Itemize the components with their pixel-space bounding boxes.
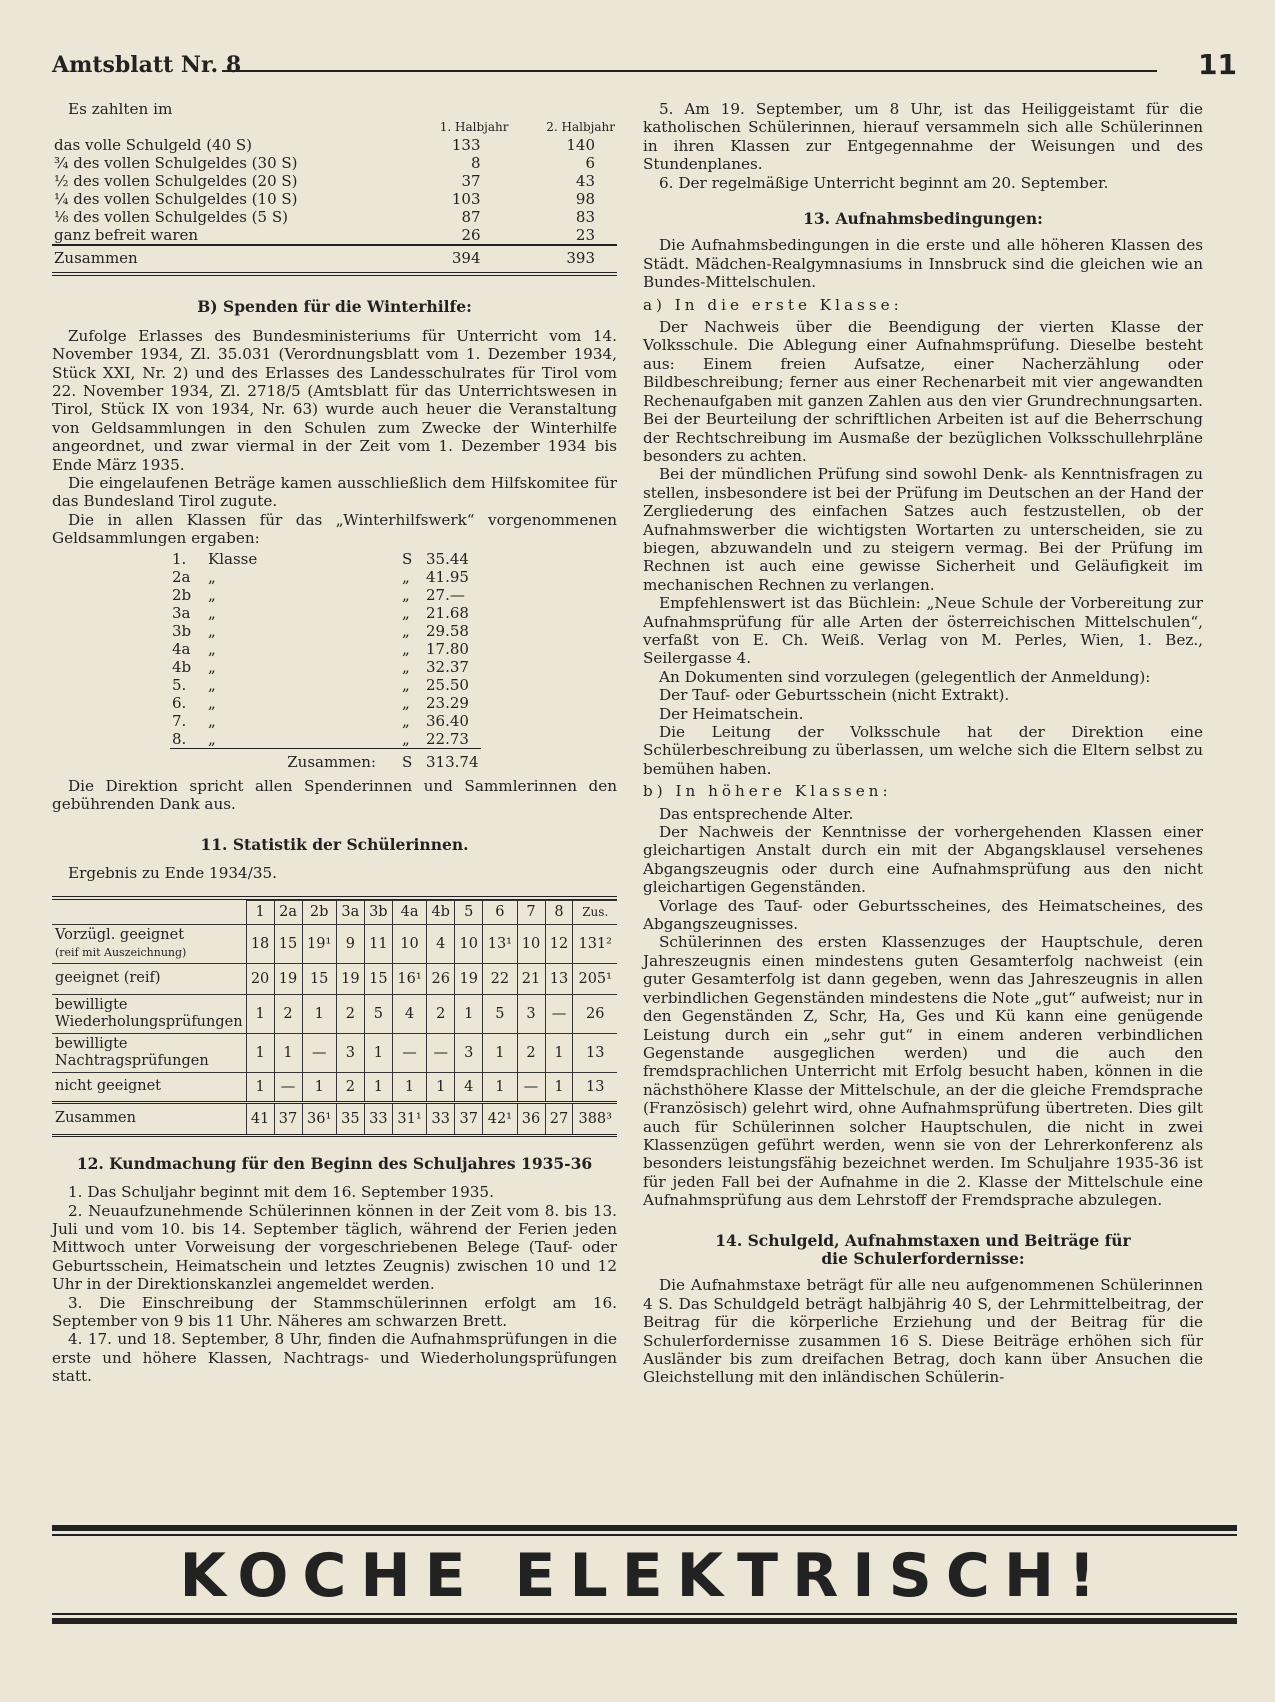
aufnahme-paragraph: Der Nachweis über die Beendigung der vierten Klasse der Volksschule. Die Ablegung einer Aufnahmsprüfung. Dieselbe besteht aus: Einem freien Aufsatze, einer Nacherzählung oder Bildbeschreibung; ferner aus einer Rechenarbeit mit vier angewandten Rechenaufgaben mit ganzen Zahlen aus den vier Grundrechnungsarten. Bei der Beurteilung der schriftlichen Arbeiten ist auf die Beherrschung der Rechtschreibung im Ausmaße der bezüglichen Volksschullehrpläne besonders zu achten. xyxy=(643,318,1203,465)
advertisement-banner xyxy=(52,1525,1237,1625)
aufnahme-paragraph: Bei der mündlichen Prüfung sind sowohl Denk- als Kenntnisfragen zu stellen, insbesondere ist bei der Prüfung im Deutschen an der Hand der Zergliederung des einfachen Satzes auch festzustellen, ob der Aufnahmswerber die wichtigsten Wortarten zu unterscheiden, sie zu biegen, abzuwandeln und zu steigern vermag. Bei der Prüfung im Rechnen ist auch eine gewisse Sicherheit und Geläufigkeit im mechanischen Rechnen zu verlangen. xyxy=(643,465,1203,594)
spenden-row: 8. „ „ 22.73 xyxy=(170,730,481,749)
aufnahme-paragraph: Der Nachweis der Kenntnisse der vorhergehenden Klassen einer gleichartigen Anstalt durch ein mit der Abgangsklausel versehenes Abgangszeugnis oder durch eine Aufnahmsprüfung aus den nicht gleichartigen Gegenständen. xyxy=(643,823,1203,897)
fees-row: ⅛ des vollen Schulgeldes (5 S) 87 83 xyxy=(54,208,595,227)
statistik-table xyxy=(52,900,617,1136)
fees-col-1: 1. Halbjahr xyxy=(439,120,509,135)
aufnahme-paragraph: Empfehlenswert ist das Büchlein: „Neue Schule der Vorbereitung zur Aufnahmsprüfung für alle Arten der österreichischen Mittelschulen“, verfaßt von E. Ch. Weiß. Verlag von M. Perles, Wien, 1. Bez., Seilergasse 4. xyxy=(643,594,1203,668)
fees-row: ¾ des vollen Schulgeldes (30 S) 8 6 xyxy=(54,154,595,173)
banner-rule xyxy=(52,1534,1237,1536)
spenden-row: 3a „ „ 21.68 xyxy=(172,603,469,622)
page-header xyxy=(52,48,1237,84)
spenden-row: 6. „ „ 23.29 xyxy=(172,693,469,712)
aufnahme-paragraph: Der Heimatschein. xyxy=(659,704,804,723)
aufnahme-subheading-a: a) In die erste Klasse: xyxy=(643,295,903,314)
statistik-total-row: Zusammen 41 37 36¹ 35 33 31¹ 33 37 42¹ 36 27 388³ xyxy=(52,1102,617,1135)
spenden-row: 2b „ „ 27.— xyxy=(172,585,465,604)
banner-text: KOCHE ELEKTRISCH! xyxy=(179,1541,1110,1611)
left-column xyxy=(52,100,617,1386)
spenden-row: 2a „ „ 41.95 xyxy=(172,567,469,586)
spenden-paragraph: Zufolge Erlasses des Bundesministeriums für Unterricht vom 14. November 1934, Zl. 35.031 (Verordnungsblatt vom 1. Dezember 1934, Stück XXI, Nr. 2) und des Erlasses des Landesschulrates für Tirol vom 22. November 1934, Zl. 2718/5 (Amtsblatt für das Unterrichtswesen in Tirol, Stück IX von 1934, Nr. 63) wurde auch heuer die Veranstaltung von Geldsammlungen in den Schulen zum Zwecke der Winterhilfe angeordnet, und zwar viermal in der Zeit vom 1. Dezember 1934 bis Ende März 1935. xyxy=(52,326,617,474)
aufnahme-paragraph: Das entsprechende Alter. xyxy=(659,804,854,823)
spenden-row: 4b „ „ 32.37 xyxy=(172,657,469,676)
publication-title: Amtsblatt Nr. 8 xyxy=(52,52,242,78)
fees-header-row xyxy=(52,118,617,136)
spenden-row: 7. „ „ 36.40 xyxy=(172,711,469,730)
spenden-heading: B) Spenden für die Winterhilfe: xyxy=(197,297,472,317)
kundmachung-item: 2. Neuaufzunehmende Schülerinnen können in der Zeit vom 8. bis 13. Juli und vom 10. bis 14. September täglich, während der Ferien jeden Mittwoch unter Vorweisung der vorgeschriebenen Belege (Tauf- oder Geburtsschein, Heimatschein und letztes Zeugnis) zwischen 10 und 12 Uhr in der Direktionskanzlei angemeldet werden. xyxy=(52,1201,617,1294)
statistik-row: bewilligte Wiederholungsprüfungen 1 2 1 2 5 4 2 1 5 3 — 26 xyxy=(52,994,617,1033)
spenden-thanks: Die Direktion spricht allen Spenderinnen und Sammlerinnen den gebührenden Dank aus. xyxy=(52,776,617,814)
spenden-row: 4a „ „ 17.80 xyxy=(172,639,469,658)
aufnahme-paragraph: Schülerinnen des ersten Klassenzuges der Hauptschule, deren Jahreszeugnis einen mindestens guten Gesamterfolg nachweist (ein guter Gesamterfolg ist dann gegeben, wenn das Jahreszeugnis in allen verbindlichen Gegenständen mindestens die Note „gut“ aufweist; nur in den Gegenständen Z, Schr, Ha, Ges und Kü kann eine genügende Leistung durch ein „sehr gut“ in einem anderen verbindlichen Gegenstande ausgeglichen werden) und die auch den fremdsprachlichen Unterricht mit Erfolg besucht haben, können in die nächsthöhere Klasse der Mittelschule, an der die gleiche Fremdsprache (Französisch) gelehrt wird, ohne Aufnahmsprüfung übertreten. Dies gilt auch für Schülerinnen solcher Hauptschulen, die nicht in zwei Klassenzügen geführt werden, wenn sie von der Lehrerkonferenz als besonders leistungsfähig bezeichnet werden. Im Schuljahre 1935-36 ist für jeden Fall bei der Aufnahme in die 2. Klasse der Mittelschule eine Aufnahmsprüfung aus dem Lehrstoff der Fremdsprache abzulegen. xyxy=(643,933,1203,1210)
schulgeld-heading: 14. Schulgeld, Aufnahmstaxen und Beiträge für die Schulerfordernisse: xyxy=(715,1230,1131,1268)
aufnahme-paragraph: Die Aufnahmsbedingungen in die erste und alle höheren Klassen des Städt. Mädchen-Realgymnasiums in Innsbruck sind die gleichen wie an Bundes-Mittelschulen. xyxy=(643,236,1203,292)
aufnahme-subheading-b: b) In höhere Klassen: xyxy=(643,782,892,801)
banner-rule xyxy=(52,1613,1237,1615)
aufnahme-heading: 13. Aufnahmsbedingungen: xyxy=(803,209,1043,229)
kundmachung-item: 1. Das Schuljahr beginnt mit dem 16. September 1935. xyxy=(68,1183,494,1202)
statistik-row: geeignet (reif) 20 19 15 19 15 16¹ 26 19 22 21 13 205¹ xyxy=(52,963,617,994)
aufnahme-paragraph: Der Tauf- oder Geburtsschein (nicht Extrakt). xyxy=(659,686,1010,705)
statistik-sub: Ergebnis zu Ende 1934/35. xyxy=(68,863,277,882)
right-column xyxy=(643,100,1203,1387)
kundmachung-item: 4. 17. und 18. September, 8 Uhr, finden die Aufnahmsprüfungen in die erste und höhere Klassen, Nachtrags- und Wiederholungsprüfungen statt. xyxy=(52,1330,617,1386)
fees-col-2: 2. Halbjahr xyxy=(546,120,615,135)
aufnahme-paragraph: An Dokumenten sind vorzulegen (gelegentlich der Anmeldung): xyxy=(659,667,1151,686)
statistik-row: nicht geeignet 1 — 1 2 1 1 1 4 1 — 1 13 xyxy=(52,1072,617,1102)
fees-row: das volle Schulgeld (40 S) 133 140 xyxy=(54,136,595,155)
fees-intro: Es zahlten im xyxy=(68,100,173,118)
fees-table xyxy=(52,118,617,270)
kundmachung-item: 3. Die Einschreibung der Stammschülerinnen erfolgt am 16. September von 9 bis 11 Uhr. Näheres am schwarzen Brett. xyxy=(52,1293,617,1330)
fees-double-rule xyxy=(52,272,617,276)
schulgeld-paragraph: Die Aufnahmstaxe beträgt für alle neu aufgenommenen Schülerinnen 4 S. Das Schuldgeld beträgt halbjährig 40 S, der Lehrmittelbeitrag, der Beitrag für die körperliche Erziehung und der Beitrag für die Schulerfordernisse zusammen 16 S. Diese Beiträge erhöhen sich für Ausländer bis zum dreifachen Betrag, doch kann über Ansuchen die Gleichstellung mit den inländischen Schülerin- xyxy=(643,1276,1203,1387)
fees-row: ½ des vollen Schulgeldes (20 S) 37 43 xyxy=(54,172,595,191)
kundmachung-heading: 12. Kundmachung für den Beginn des Schuljahres 1935-36 xyxy=(76,1153,593,1173)
page-number: 11 xyxy=(1198,48,1237,81)
fees-row: ganz befreit waren 26 23 xyxy=(54,226,595,245)
fees-total-row: Zusammen 394 393 xyxy=(52,245,617,270)
fees-row: ¼ des vollen Schulgeldes (10 S) 103 98 xyxy=(54,190,595,209)
kundmachung-item: 6. Der regelmäßige Unterricht beginnt am 20. September. xyxy=(659,173,1109,192)
statistik-row: bewilligte Nachtragsprüfungen 1 1 — 3 1 — — 3 1 2 1 13 xyxy=(52,1033,617,1072)
statistik-row: Vorzügl. geeignet (reif mit Auszeichnung) 18 15 19¹ 9 11 10 4 10 13¹ 10 12 131² xyxy=(52,924,617,963)
aufnahme-paragraph: Vorlage des Tauf- oder Geburtsscheines, des Heimatscheines, des Abgangszeugnisses. xyxy=(643,896,1203,934)
spenden-paragraph: Die eingelaufenen Beträge kamen ausschließlich dem Hilfskomitee für das Bundesland Tirol zugute. xyxy=(52,474,617,511)
aufnahme-paragraph: Die Leitung der Volksschule hat der Direktion eine Schülerbeschreibung zu überlassen, um welche sich die Eltern selbst zu bemühen haben. xyxy=(643,723,1203,778)
spenden-row: 3b „ „ 29.58 xyxy=(172,621,469,640)
spenden-paragraph: Die in allen Klassen für das „Winterhilfswerk“ vorgenommenen Geldsammlungen ergaben: xyxy=(52,510,617,548)
banner-rule xyxy=(52,1525,1237,1531)
spenden-table xyxy=(170,550,481,771)
statistik-header-row: 1 2a 2b 3a 3b 4a 4b 5 6 7 8 Zus. xyxy=(52,901,617,924)
spenden-row: 1. Klasse S 35.44 xyxy=(172,549,469,568)
banner-rule xyxy=(52,1618,1237,1624)
statistik-heading: 11. Statistik der Schülerinnen. xyxy=(200,834,469,854)
spenden-row: 5. „ „ 25.50 xyxy=(172,675,469,694)
spenden-total-row: Zusammen: S 313.74 xyxy=(287,752,479,771)
header-rule xyxy=(222,70,1157,72)
kundmachung-item: 5. Am 19. September, um 8 Uhr, ist das Heiliggeistamt für die katholischen Schülerinnen, hierauf versammeln sich alle Schülerinnen in ihren Klassen zur Entgegennahme der Weisungen und des Stundenplanes. xyxy=(643,100,1203,174)
